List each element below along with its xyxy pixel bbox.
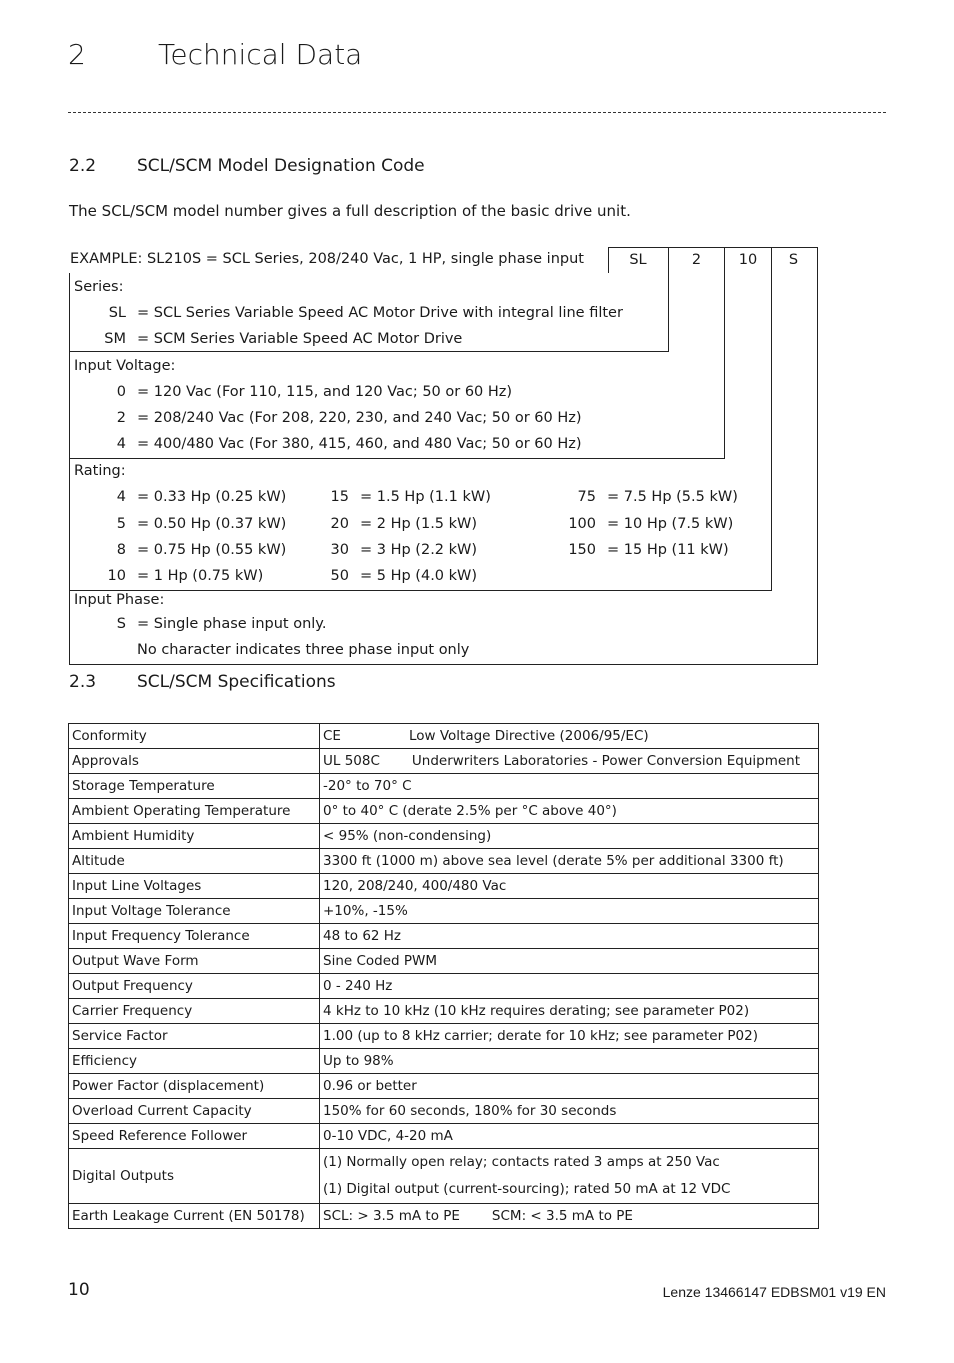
spec-name: Input Line Voltages [69,874,320,899]
top-line [608,247,816,248]
spec-name: Input Frequency Tolerance [69,924,320,949]
spec-name: Output Wave Form [69,949,320,974]
rating-desc: = 5 Hp (4.0 kW) [360,568,478,584]
spec-name: Approvals [69,749,320,774]
section-title: SCL/SCM Model Designation Code [137,156,425,176]
chapter-title: Technical Data [158,38,363,71]
rating-desc: = 0.33 Hp (0.25 kW) [137,489,287,505]
rating-code: 8 [116,542,126,558]
spec-value [320,749,819,774]
table-row [69,874,819,899]
voltage-code: 2 [116,410,126,426]
spec-value-part: SCM: < 3.5 mA to PE [491,1208,633,1224]
spec-name: Storage Temperature [69,774,320,799]
rating-code: 75 [577,489,596,505]
voltage-divider [69,351,667,352]
spec-value: 0 - 240 Hz [320,974,819,999]
chapter-number: 2 [68,38,86,71]
series-desc: = SCM Series Variable Speed AC Motor Drive [137,331,463,347]
spec-value-part: Underwriters Laboratories - Power Conversion Equipment [411,753,801,769]
document-id: Lenze 13466147 EDBSM01 v19 EN [662,1284,886,1300]
spec-name: Speed Reference Follower [69,1124,320,1149]
intro-text: The SCL/SCM model number gives a full description of the basic drive unit. [69,202,631,220]
spec-name: Service Factor [69,1024,320,1049]
voltage-desc: = 400/480 Vac (For 380, 415, 460, and 480 Vac; 50 or 60 Hz) [137,436,582,452]
spec-value [320,724,819,749]
spec-value: Sine Coded PWM [320,949,819,974]
spec-value: 1.00 (up to 8 kHz carrier; derate for 10 kHz; see parameter P02) [320,1024,819,1049]
voltage-code: 0 [116,384,126,400]
spec-value-line: (1) Normally open relay; contacts rated 3 amps at 250 Vac [323,1154,720,1170]
phase-code: S [116,616,126,632]
spec-value: 120, 208/240, 400/480 Vac [320,874,819,899]
code-part-phase: S [788,252,799,268]
page-number: 10 [68,1280,90,1300]
rating-code: 100 [568,516,596,532]
spec-name: Output Frequency [69,974,320,999]
table-row [69,774,819,799]
table-row [69,1074,819,1099]
spec-value: 150% for 60 seconds, 180% for 30 seconds [320,1099,819,1124]
rating-desc: = 15 Hp (11 kW) [607,542,729,558]
specifications-table [68,723,819,1229]
rating-desc: = 0.75 Hp (0.55 kW) [137,542,287,558]
spec-name: Altitude [69,849,320,874]
table-row [69,974,819,999]
series-code: SL [108,305,126,321]
spec-name: Digital Outputs [69,1149,320,1204]
spec-value [320,1149,819,1204]
spec-value-part: Low Voltage Directive (2006/95/EC) [408,728,649,744]
spec-value-part: CE [323,728,341,744]
rating-desc: = 7.5 Hp (5.5 kW) [607,489,738,505]
spec-value-part: UL 508C [323,753,380,769]
example-text: EXAMPLE: SL210S = SCL Series, 208/240 Vac, 1 HP, single phase input [70,251,584,267]
spec-name: Ambient Humidity [69,824,320,849]
table-row [69,1049,819,1074]
spec-value [320,1204,819,1229]
table-row [69,949,819,974]
spec-value: +10%, -15% [320,899,819,924]
code-part-rating: 10 [738,252,758,268]
spec-value: -20° to 70° C [320,774,819,799]
table-row [69,1149,819,1204]
spec-name: Conformity [69,724,320,749]
rating-desc: = 3 Hp (2.2 kW) [360,542,478,558]
code-part-series: SL [629,252,647,268]
rating-code: 30 [330,542,349,558]
spec-value: 3300 ft (1000 m) above sea level (derate 5% per additional 3300 ft) [320,849,819,874]
spec-name: Power Factor (displacement) [69,1074,320,1099]
table-row [69,924,819,949]
section-number: 2.2 [69,156,97,176]
rating-code: 20 [330,516,349,532]
table-row [69,1204,819,1229]
table-row [69,849,819,874]
spec-value: Up to 98% [320,1049,819,1074]
spec-value-part: SCL: > 3.5 mA to PE [323,1208,460,1224]
spec-name: Overload Current Capacity [69,1099,320,1124]
dashed-divider [68,112,886,113]
table-row [69,824,819,849]
voltage-label: Input Voltage: [74,358,176,374]
rating-label: Rating: [74,463,126,479]
voltage-desc: = 120 Vac (For 110, 115, and 120 Vac; 50 or 60 Hz) [137,384,513,400]
rating-code: 4 [116,489,126,505]
spec-value: < 95% (non-condensing) [320,824,819,849]
rating-code: 150 [568,542,596,558]
series-code: SM [104,331,126,347]
rating-code: 5 [116,516,126,532]
spec-name: Ambient Operating Temperature [69,799,320,824]
phase-desc: = Single phase input only. [137,616,327,632]
series-desc: = SCL Series Variable Speed AC Motor Drive with integral line filter [137,305,623,321]
rating-desc: = 0.50 Hp (0.37 kW) [137,516,287,532]
rating-desc: = 10 Hp (7.5 kW) [607,516,734,532]
spec-name: Efficiency [69,1049,320,1074]
table-row [69,1024,819,1049]
table-row [69,724,819,749]
rating-desc: = 1 Hp (0.75 kW) [137,568,264,584]
rating-code: 15 [330,489,349,505]
spec-name: Earth Leakage Current (EN 50178) [69,1204,320,1229]
spec-value: 0.96 or better [320,1074,819,1099]
spec-value: 48 to 62 Hz [320,924,819,949]
spec-value: 4 kHz to 10 kHz (10 kHz requires derating; see parameter P02) [320,999,819,1024]
spec-value-line: (1) Digital output (current-sourcing); rated 50 mA at 12 VDC [323,1181,731,1197]
table-row [69,1099,819,1124]
table-row [69,899,819,924]
voltage-code: 4 [116,436,126,452]
table-row [69,749,819,774]
rating-desc: = 1.5 Hp (1.1 kW) [360,489,491,505]
rating-code: 10 [107,568,126,584]
table-row [69,1124,819,1149]
spec-value: 0° to 40° C (derate 2.5% per °C above 40°) [320,799,819,824]
series-label: Series: [74,279,124,295]
table-row [69,999,819,1024]
spec-name: Input Voltage Tolerance [69,899,320,924]
section-number: 2.3 [69,672,97,692]
rating-desc: = 2 Hp (1.5 kW) [360,516,478,532]
rating-code: 50 [330,568,349,584]
section-title: SCL/SCM Specifications [137,672,336,692]
spec-value: 0-10 VDC, 4-20 mA [320,1124,819,1149]
phase-note: No character indicates three phase input only [137,642,470,658]
spec-name: Carrier Frequency [69,999,320,1024]
voltage-desc: = 208/240 Vac (For 208, 220, 230, and 240 Vac; 50 or 60 Hz) [137,410,582,426]
phase-label: Input Phase: [74,592,165,608]
table-row [69,799,819,824]
code-part-voltage: 2 [691,252,702,268]
